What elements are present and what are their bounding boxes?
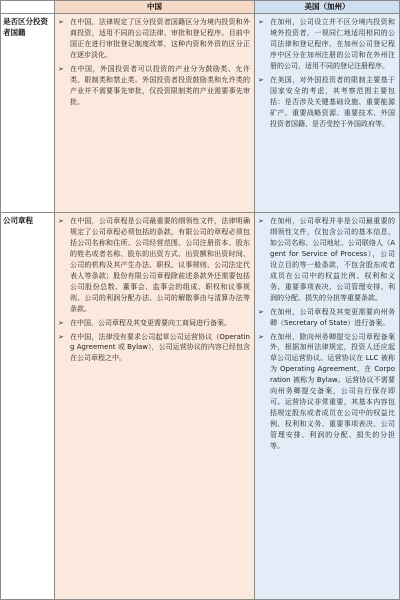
list-item: [258, 75, 395, 130]
point-text: 在中国，法律没有要求公司起草公司运营协议（Operating Agreement 或 Bylaw），公司运营协议的内容已经包含在公司章程之中。: [70, 332, 250, 363]
point-text: 在美国，对外国投资者的限制主要基于国家安全的考虑，其考察范围主要包括：是否涉及关键基础设施、重要能源矿产、重要战略资源、重要技术、外国投资者国籍、是否受控于外国政府等。: [270, 75, 395, 128]
header-china: 中国: [55, 1, 255, 14]
list-item: [58, 17, 250, 61]
arrow-bullet-icon: ➢: [258, 307, 264, 316]
arrow-bullet-icon: ➢: [58, 18, 64, 26]
table-row: [1, 14, 400, 213]
china-cell: [55, 14, 255, 213]
header-us-california: 美国（加州）: [255, 1, 400, 14]
list-item: [258, 332, 395, 452]
list-item: [58, 332, 250, 365]
point-text: 在加州，公司设立并不区分境内投资和境外投资者，一视同仁地适用相同的公司法律和登记程序。在加州公司登记程序中区分在加州注册的公司和在外州注册的公司，适用不同的登记注册程序。: [270, 18, 395, 70]
arrow-bullet-icon: ➢: [58, 217, 64, 225]
list-item: [58, 64, 250, 108]
point-text: 在加州，公司章程并非是公司最重要的纲领性文件，仅包含公司的基本信息，如公司名称、公司地址、公司联络人（Agent for Service of Process），公司设立目的等一般条款，不包含股东或者成员在公司中的权益比例、权利和义务、重要事项表决、公司管理安排、利润的分配、损失的分担等重要条款。: [270, 217, 395, 302]
header-topic: [1, 1, 55, 14]
arrow-bullet-icon: ➢: [58, 332, 64, 341]
header-row: [1, 1, 400, 14]
arrow-bullet-icon: ➢: [58, 318, 64, 327]
point-text: 在中国，公司章程及其变更需要向工商局进行备案。: [70, 318, 231, 327]
point-text: 在中国，法律规定了区分投资者国籍区分为境内投资和外商投资，适用不同的公司法律、审批和登记程序。目前中国正在进行审批登记制度改革，这种内资和外资的区分正在逐步淡化。: [70, 18, 250, 59]
list-item: [258, 17, 395, 72]
list-item: [258, 307, 395, 329]
row-topic: 是否区分投资者国籍: [1, 14, 55, 213]
list-item: [58, 216, 250, 315]
arrow-bullet-icon: ➢: [258, 75, 264, 84]
point-text: 在加州，除向州务卿提交公司章程备案外，根据加州法律规定，投资人还应起草公司运营协议。运营协议在 LLC 被称为 Operating Agreement，在 Corporation 被称为 Bylaw。运营协议不需要向州务卿提交备案，公司自行保存即可。运营协议非常重要，其基本内容包括规定股东或者成员在公司中的权益比例、权利和义务、重要事项表决、公司管理安排、利润的分配、损失的分担等。: [270, 332, 395, 451]
china-cell: [55, 213, 255, 600]
table-row: [1, 213, 400, 600]
list-item: [58, 318, 250, 329]
list-item: [258, 216, 395, 304]
arrow-bullet-icon: ➢: [58, 64, 64, 73]
point-text: 在中国，外国投资者可以投资的产业分为鼓励类、允许类、限制类和禁止类。外国投资者投资鼓励类和允许类的产业并不需要事先审批，仅投资限制类的产业需要事先审批。: [70, 64, 250, 106]
arrow-bullet-icon: ➢: [258, 18, 264, 26]
row-topic: 公司章程: [1, 213, 55, 600]
arrow-bullet-icon: ➢: [258, 217, 264, 225]
point-text: 在加州，公司章程及其变更需要向州务卿（Secretary of State）进行备案。: [270, 307, 395, 327]
arrow-bullet-icon: ➢: [258, 332, 264, 341]
point-text: 在中国，公司章程是公司最重要的纲领性文件，法律明确规定了公司章程必须包括的条款，有限公司的章程必须包括公司名称和住所、公司经营范围、公司注册资本、股东的姓名或者名称、股东的出资方式、出资额和出资时间、公司的机构及其产生办法、职权、议事规则、公司法定代表人等条款；股份有限公司章程除前述条款外还需要包括公司股份总数、董事会、监事会的组成、职权和议事规则、公司的利润分配办法、公司的解散事由与清算办法等条款。: [70, 217, 250, 313]
us-cell: [255, 213, 400, 600]
us-cell: [255, 14, 400, 213]
